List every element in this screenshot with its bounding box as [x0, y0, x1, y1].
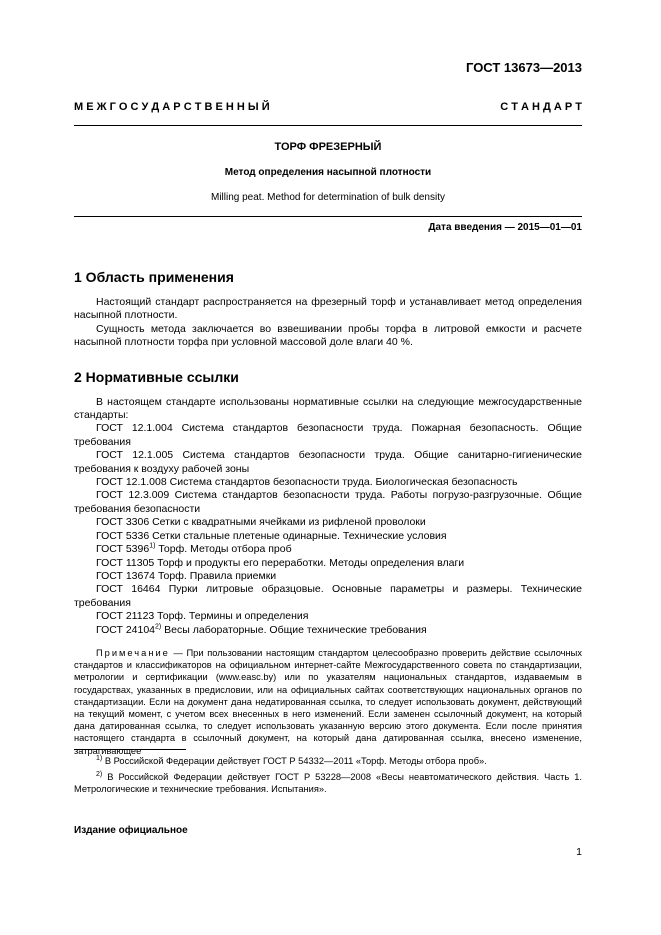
reference-item: ГОСТ 12.3.009 Система стандартов безопасности труда. Работы погрузо-разгрузочные. Общие требования безопасности: [74, 489, 582, 515]
section-2-heading: 2 Нормативные ссылки: [74, 368, 239, 385]
document-title: ТОРФ ФРЕЗЕРНЫЙ: [274, 141, 382, 153]
reference-item: ГОСТ 11305 Торф и продукты его переработки. Методы определения влаги: [96, 556, 465, 569]
note-paragraph: [74, 647, 582, 757]
section-1-paragraph: Настоящий стандарт распространяется на фрезерный торф и устанавливает метод определения насыпной плотности.: [74, 296, 582, 322]
english-title: Milling peat. Method for determination of bulk density: [210, 192, 445, 203]
footnote-2: $^{2)}$ В Российской Федерации действует ГОСТ Р 53228—2008 «Весы неавтоматического действия. Часть 1. Метрологические и технические требования. Испытания».: [74, 770, 582, 794]
section-2-intro: В настоящем стандарте использованы нормативные ссылки на следующие межгосударственные стандарты:: [74, 395, 582, 422]
footnotes: [74, 755, 582, 799]
reference-item: ГОСТ 5396$^{1)}$ Торф. Методы отбора проб: [96, 542, 292, 556]
references-list: [74, 422, 582, 637]
reference-item: ГОСТ 12.1.008 Система стандартов безопасности труда. Биологическая безопасность: [96, 476, 518, 489]
reference-item: ГОСТ 24104$^{2)}$ Весы лабораторные. Общие технические требования: [96, 623, 427, 636]
section-1-paragraph: Сущность метода заключается во взвешивании пробы торфа в литровой емкости и расчете насыпной плотности торфа при условной массовой доле влаги 40 %.: [74, 322, 582, 349]
note-label: Примечание: [96, 647, 170, 658]
standard-code: ГОСТ 13673—2013: [466, 60, 582, 75]
reference-item: ГОСТ 12.1.005 Система стандартов безопасности труда. Общие санитарно-гигиенические требования к воздуху рабочей зоны: [74, 449, 582, 475]
reference-item: ГОСТ 21123 Торф. Термины и определения: [96, 610, 309, 623]
section-1-heading: 1 Область применения: [74, 269, 234, 285]
reference-item: ГОСТ 5336 Сетки стальные плетеные одинарные. Технические условия: [96, 529, 447, 542]
reference-item: ГОСТ 13674 Торф. Правила приемки: [96, 569, 277, 582]
footnote-1: $^{1)}$ В Российской Федерации действует ГОСТ Р 54332—2011 «Торф. Методы отбора проб».: [96, 754, 487, 766]
page-number: 1: [576, 846, 582, 858]
document-body: [74, 268, 582, 757]
official-edition-label: Издание официальное: [74, 825, 188, 836]
banner-standard: С Т А Н Д А Р Т: [500, 101, 582, 113]
note-text: — При пользовании настоящим стандартом целесообразно проверить действие ссылочных стандартов и классификаторов на официальном интернет-сайте Межгосударственного совета по стандартизации, метрологии и сертификации (www.easc.by) или по указателям национальных стандартов, издаваемым в государствах, указанных в предисловии, или на официальных сайтах соответствующих национальных органов по стандартизации. Если на документ дана недатированная ссылка, то следует использовать документ, действующий на текущий момент, с учетом всех внесенных в него изменений. Если заменен ссылочный документ, на который дана датированная ссылка, то следует использовать указанную версию этого документа. Если после принятия настоящего стандарта в ссылочный документ, на который дана датированная ссылка, внесено изменение, затрагивающее: [74, 647, 582, 756]
footnote-ref: 2): [155, 623, 162, 631]
reference-item: ГОСТ 3306 Сетки с квадратными ячейками из рифленой проволоки: [96, 516, 426, 529]
footnote-ref: 1): [149, 542, 156, 550]
introduction-date: Дата введения — 2015—01—01: [428, 222, 582, 233]
banner-interstate: М Е Ж Г О С У Д А Р С Т В Е Н Н Ы Й: [74, 101, 270, 113]
footnote-separator: [74, 749, 186, 750]
header-rule-top: [74, 125, 582, 126]
reference-item: ГОСТ 16464 Пурки литровые образцовые. Основные параметры и размеры. Технические требования: [74, 583, 582, 609]
standard-type-banner: [74, 101, 582, 113]
document-subtitle: Метод определения насыпной плотности: [224, 167, 432, 178]
header-rule-bottom: [74, 216, 582, 217]
reference-item: ГОСТ 12.1.004 Система стандартов безопасности труда. Пожарная безопасность. Общие требования: [74, 422, 582, 448]
